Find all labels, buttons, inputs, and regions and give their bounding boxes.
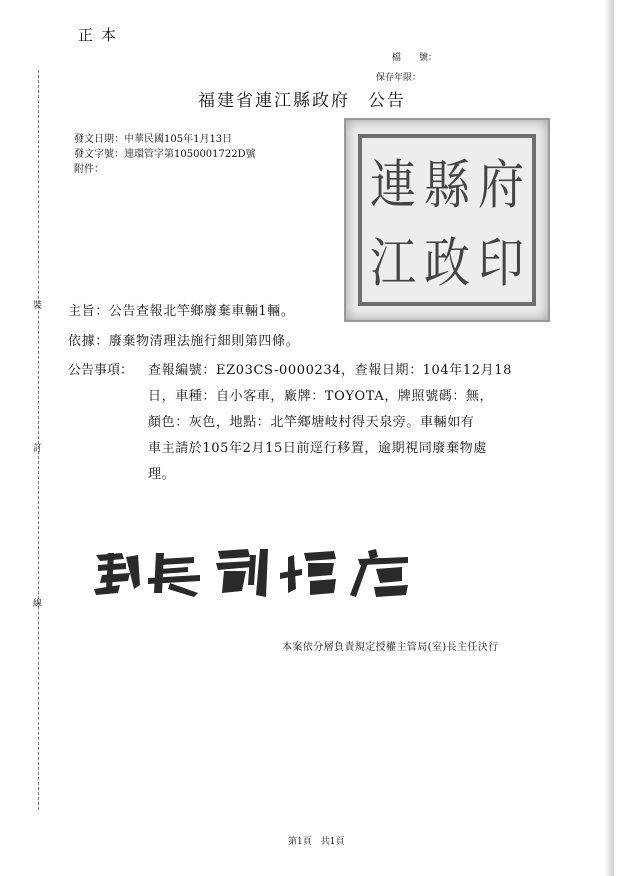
seal-char: 連 [370,153,416,216]
notice-line: 顏色：灰色，地點：北竿鄉塘岐村得天泉旁。車輛如有 [148,415,475,430]
doc-no: 連環管字第1050001722D號 [124,149,256,160]
agency-heading [198,86,406,111]
doc-no-label: 發文字號： [74,149,124,160]
binding-char-zhuang: 裝 [33,301,43,311]
notice-line: 車主請於105年2月15日前逕行移置，逾期視同廢棄物處 [148,441,487,456]
doc-no-row [74,145,256,160]
notice-line: 日，車種：自小客車，廠牌：TOYOTA，牌照號碼：無， [148,389,494,404]
notice-text [148,358,558,488]
seal-char: 縣 [424,153,470,216]
signature-text: 縣長 劉增應 [90,545,96,546]
issue-date-label: 發文日期： [74,134,124,145]
notice-label: 公告事項： [68,363,134,378]
subject-label: 主旨： [68,304,109,319]
seal-border [358,134,536,306]
subject-row [68,300,294,319]
binding-char-ding: 訂 [33,444,43,454]
scan-edge-shadow [604,0,614,876]
doc-type: 公告 [368,91,406,111]
seal-char: 印 [478,231,524,294]
delegation-note: 本案依分層負責規定授權主管局(室)長主任決行 [282,642,499,653]
seal-char: 政 [424,231,470,294]
binding-char-xian: 線 [33,599,43,609]
basis-row [68,330,299,349]
copy-label: 正本 [78,26,125,44]
binding-line [38,70,39,810]
attachment-label: 附件： [74,164,104,175]
seal-char: 江 [370,231,416,294]
official-seal [344,118,550,322]
seal-characters [366,142,528,298]
magistrate-signature [90,545,420,600]
seal-char: 府 [478,153,524,216]
issue-date-row [74,130,232,145]
issue-date: 中華民國105年1月13日 [124,134,233,145]
subject-text: 公告查報北竿鄉廢棄車輛1輛。 [108,304,295,319]
retention-label: 保存年限： [376,73,422,83]
attachment-row [74,160,104,175]
basis-label: 依據： [68,334,109,349]
archive-no-label: 檔 號： [392,53,438,63]
page-number: 第1頁 共1頁 [288,837,345,847]
notice-line: 理。 [148,467,176,482]
notice-line: 查報編號：EZ03CS-0000234，查報日期：104年12月18 [148,363,512,378]
basis-text: 廢棄物清理法施行細則第四條。 [108,334,300,349]
agency-name: 福建省連江縣政府 [198,91,350,111]
